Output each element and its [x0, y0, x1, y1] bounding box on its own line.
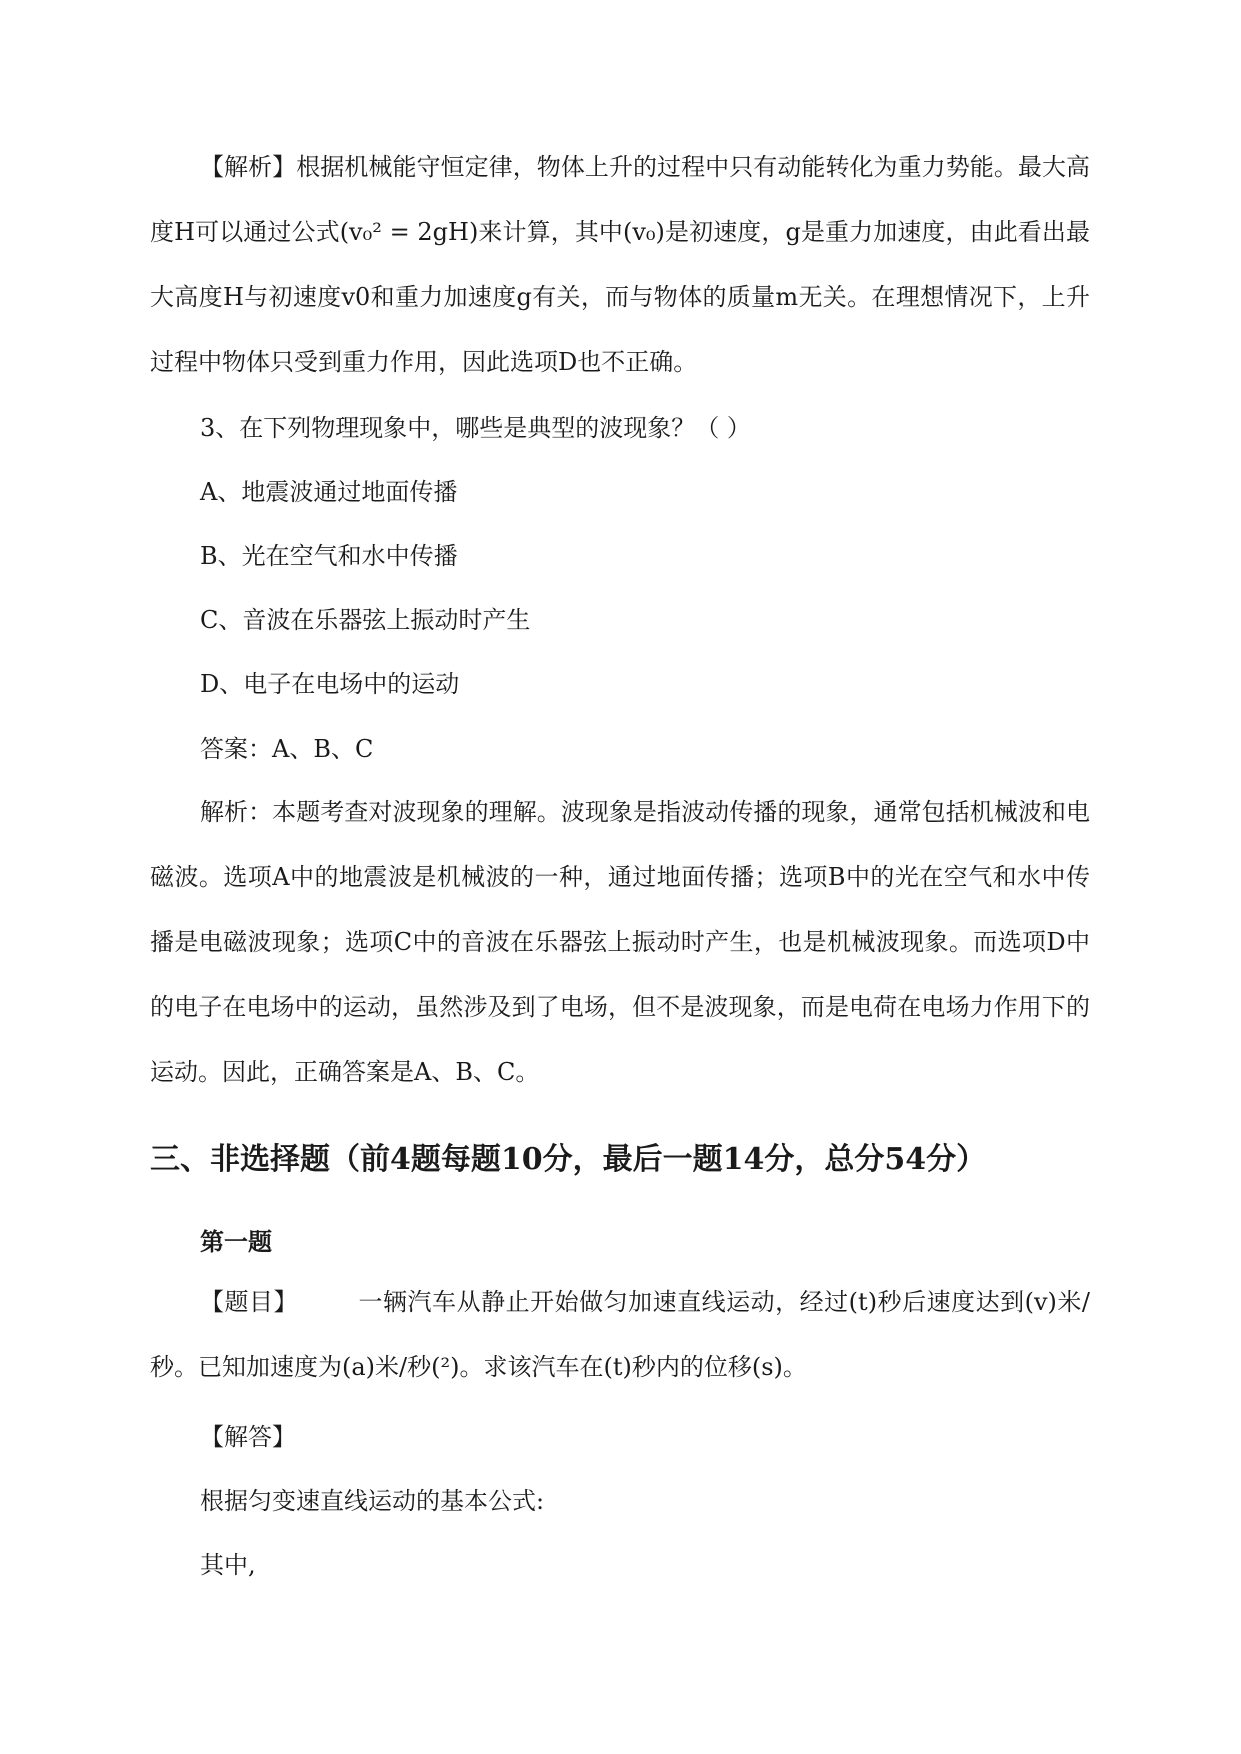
answer-line: 答案：A、B、C — [200, 735, 374, 763]
question-1-title: 第一题 — [200, 1227, 272, 1256]
option-b: B、光在空气和水中传播 — [200, 542, 458, 570]
explanation-paragraph: 解析：本题考查对波现象的理解。波现象是指波动传播的现象，通常包括机械波和电磁波。选项A中的地震波是机械波的一种，通过地面传播；选项B中的光在空气和水中传播是电磁波现象；选项C中的音波在乐器弦上振动时产生，也是机械波现象。而选项D中的电子在电场中的运动，虽然涉及到了电场，但不是波现象，而是电荷在电场力作用下的运动。因此，正确答案是A、B、C。 — [150, 798, 1090, 1086]
option-d: D、电子在电场中的运动 — [200, 670, 460, 698]
answer-line-1: 根据匀变速直线运动的基本公式: — [200, 1487, 545, 1515]
question-3: 3、在下列物理现象中，哪些是典型的波现象？（ ） — [200, 414, 751, 442]
section-heading: 三、非选择题（前4题每题10分，最后一题14分，总分54分） — [150, 1142, 987, 1177]
question-1-label: 【题目】 — [200, 1288, 299, 1316]
answer-label: 【解答】 — [200, 1423, 296, 1451]
question-1-paragraph — [150, 1270, 1090, 1400]
question-1-text: 一辆汽车从静止开始做匀加速直线运动，经过(t)秒后速度达到(v)米/秒。已知加速度为(a)米/秒(²)。求该汽车在(t)秒内的位移(s)。 — [150, 1288, 1090, 1381]
option-c: C、音波在乐器弦上振动时产生 — [200, 606, 531, 634]
analysis-paragraph: 【解析】根据机械能守恒定律，物体上升的过程中只有动能转化为重力势能。最大高度H可以通过公式(v₀² = 2gH)来计算，其中(v₀)是初速度，g是重力加速度，由此看出最大高度H与初速度v0和重力加速度g有关，而与物体的质量m无关。在理想情况下，上升过程中物体只受到重力作用，因此选项D也不正确。 — [150, 153, 1090, 376]
option-a: A、地震波通过地面传播 — [200, 478, 458, 506]
answer-line-2: 其中, — [200, 1551, 256, 1579]
